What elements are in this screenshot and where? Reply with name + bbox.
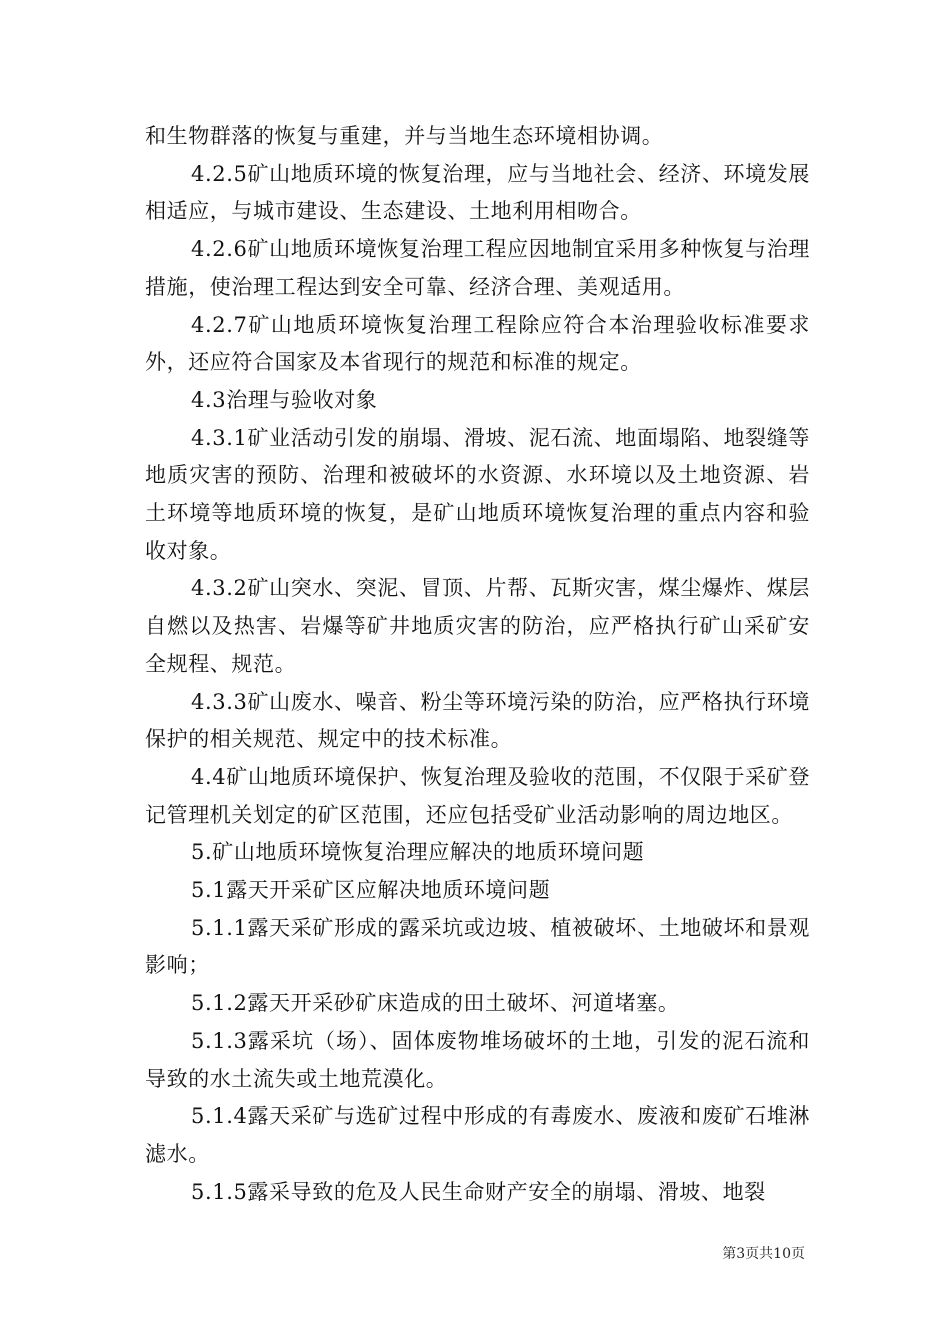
paragraph: 5.1.5露采导致的危及人民生命财产安全的崩塌、滑坡、地裂	[191, 1179, 766, 1204]
paragraph: 4.4矿山地质环境保护、恢复治理及验收的范围，不仅限于采矿登记管理机关划定的矿区范围，还应包括受矿业活动影响的周边地区。	[145, 764, 810, 827]
paragraph: 4.2.6矿山地质环境恢复治理工程应因地制宜采用多种恢复与治理措施，使治理工程达到安全可靠、经济合理、美观适用。	[145, 237, 810, 299]
paragraph: 5.1.4露天采矿与选矿过程中形成的有毒废水、废液和废矿石堆淋滤水。	[145, 1104, 810, 1166]
paragraph: 4.3.2矿山突水、突泥、冒顶、片帮、瓦斯灾害，煤尘爆炸、煤层自燃以及热害、岩爆等矿井地质灾害的防治，应严格执行矿山采矿安全规程、规范。	[145, 576, 810, 676]
paragraph: 5.1.1露天采矿形成的露采坑或边坡、植被破坏、土地破坏和景观影响；	[145, 915, 810, 978]
page-number: 第3页共10页	[722, 1246, 805, 1262]
paragraph: 4.2.5矿山地质环境的恢复治理，应与当地社会、经济、环境发展相适应，与城市建设、生态建设、土地利用相吻合。	[145, 161, 810, 224]
section-heading: 4.3治理与验收对象	[191, 387, 378, 412]
paragraph: 5.1.3露采坑（场）、固体废物堆场破坏的土地，引发的泥石流和导致的水土流失或土地荒漠化。	[145, 1028, 810, 1091]
paragraph: 4.3.3矿山废水、噪音、粉尘等环境污染的防治，应严格执行环境保护的相关规范、规定中的技术标准。	[145, 689, 810, 752]
section-heading: 5.1露天开采矿区应解决地质环境问题	[191, 878, 551, 903]
paragraph: 和生物群落的恢复与重建，并与当地生态环境相协调。	[145, 124, 664, 148]
paragraph: 4.3.1矿业活动引发的崩塌、滑坡、泥石流、地面塌陷、地裂缝等地质灾害的预防、治理和被破坏的水资源、水环境以及土地资源、岩土环境等地质环境的恢复，是矿山地质环境恢复治理的重点内容和验收对象。	[145, 425, 810, 563]
paragraph: 4.2.7矿山地质环境恢复治理工程除应符合本治理验收标准要求外，还应符合国家及本省现行的规范和标准的规定。	[145, 312, 810, 375]
document-body	[145, 118, 810, 1211]
paragraph: 5.1.2露天开采砂矿床造成的田土破坏、河道堵塞。	[191, 991, 680, 1016]
section-heading: 5.矿山地质环境恢复治理应解决的地质环境问题	[191, 840, 645, 865]
